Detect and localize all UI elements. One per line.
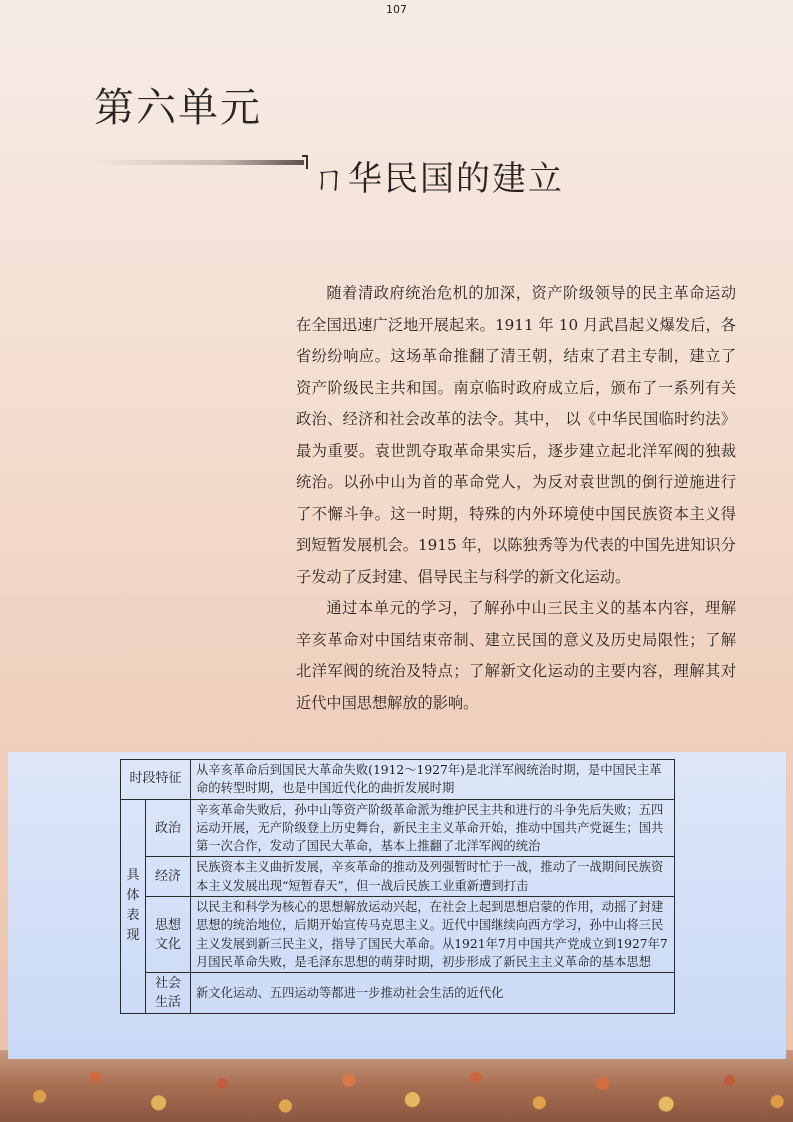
period-label: 时段特征: [121, 760, 191, 800]
unit-subtitle: [312, 141, 564, 200]
title-decoration-line: [94, 160, 304, 165]
unit-subtitle-visible: ㄇ华民国的建立: [312, 159, 564, 199]
table-row-thought: [121, 897, 675, 973]
row-label-politics: 政治: [146, 799, 191, 857]
row-label-thought: 思想文化: [146, 897, 191, 973]
unit-introduction: [296, 278, 736, 719]
period-text: 从辛亥革命后到国民大革命失败(1912～1927年)是北洋军阀统治时期，是中国民主革命的转型时期，也是中国近代化的曲折发展时期: [191, 760, 675, 800]
table-row-period: [121, 760, 675, 800]
intro-paragraph-1: 随着清政府统治危机的加深，资产阶级领导的民主革命运动在全国迅速广泛地开展起来。1911 年 10 月武昌起义爆发后，各省纷纷响应。这场革命推翻了清王朝，结束了君主专制，建立了资产阶级民主共和国。南京临时政府成立后，颁布了一系列有关政治、经济和社会改革的法令。其中， 以《中华民国临时约法》最为重要。袁世凯夺取革命果实后，逐步建立起北洋军阀的独裁统治。以孙中山为首的革命党人，为反对袁世凯的倒行逆施进行了不懈斗争。这一时期，特殊的内外环境使中国民族资本主义得到短暂发展机会。1915 年，以陈独秀等为代表的中国先进知识分子发动了反封建、倡导民主与科学的新文化运动。: [296, 284, 736, 586]
row-text-thought: 以民主和科学为核心的思想解放运动兴起，在社会上起到思想启蒙的作用，动摇了封建思想的统治地位，后期开始宣传马克思主义。近代中国继续向西方学习，孙中山将三民主义发展到新三民主义，指导了国民大革命。从1921年7月中国共产党成立到1927年7月国民革命失败，是毛泽东思想的萌芽时期，初步形成了新民主主义革命的基本思想: [191, 897, 675, 973]
summary-table: [120, 759, 675, 1014]
unit-title: 第六单元: [94, 85, 262, 131]
intro-paragraph-2: 通过本单元的学习，了解孙中山三民主义的基本内容，理解辛亥革命对中国结束帝制、建立民国的意义及历史局限性；了解北洋军阀的统治及特点；了解新文化运动的主要内容，理解其对近代中国思想解放的影响。: [296, 599, 736, 712]
table-row-economy: [121, 857, 675, 897]
row-label-economy: 经济: [146, 857, 191, 897]
row-label-society: 社会生活: [146, 973, 191, 1014]
row-text-society: 新文化运动、五四运动等都进一步推动社会生活的近代化: [191, 973, 675, 1014]
category-label: 具体表现: [121, 799, 146, 1014]
row-text-politics: 辛亥革命失败后，孙中山等资产阶级革命派为维护民主共和进行的斗争先后失败；五四运动开展，无产阶级登上历史舞台，新民主主义革命开始，推动中国共产党诞生；国共第一次合作，发动了国民大革命，基本上推翻了北洋军阀的统治: [191, 799, 675, 857]
table-row-society: [121, 973, 675, 1014]
page-number: 107: [386, 3, 407, 16]
title-decoration-bracket: [302, 155, 308, 169]
table-row-politics: [121, 799, 675, 857]
flower-bed-decoration: [0, 1058, 793, 1122]
row-text-economy: 民族资本主义曲折发展，辛亥革命的推动及列强暂时忙于一战，推动了一战期间民族资本主义发展出现“短暂春天”，但一战后民族工业重新遭到打击: [191, 857, 675, 897]
